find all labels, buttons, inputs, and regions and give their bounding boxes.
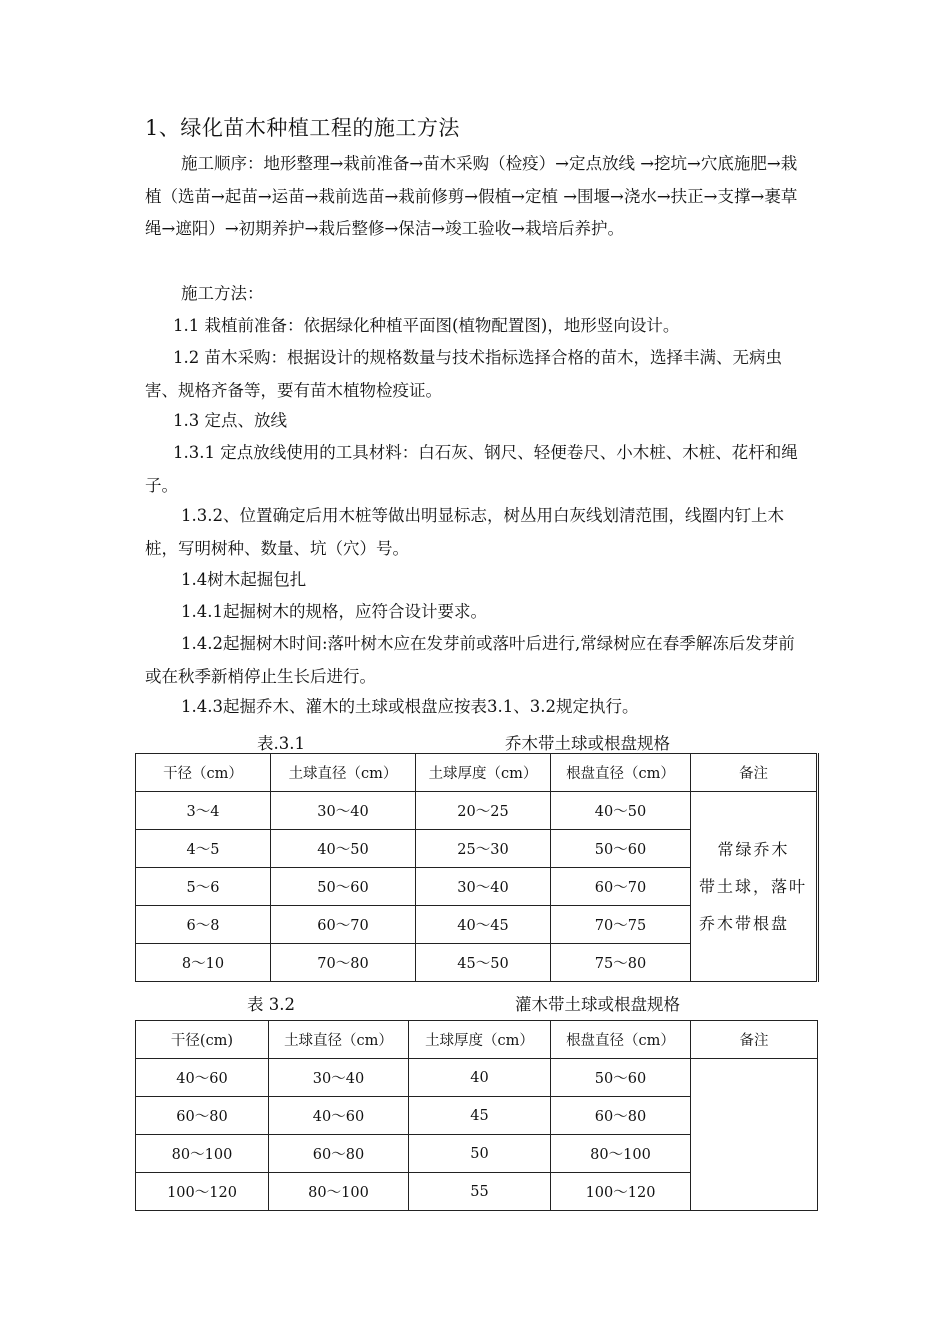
table-cell: 55 xyxy=(409,1173,551,1211)
table-header-row xyxy=(136,1021,818,1059)
table-header-row xyxy=(136,754,818,792)
paragraph-1-3-2: 1.3.2、位置确定后用木桩等做出明显标志，树丛用白灰线划清范围，线圈内钉上木桩，写明树种、数量、坑（穴）号。 xyxy=(145,506,784,558)
header-cell: 备注 xyxy=(691,754,818,792)
header-cell: 根盘直径（cm） xyxy=(551,754,691,792)
table-cell: 50～60 xyxy=(271,868,416,906)
table-cell: 80～100 xyxy=(551,1135,691,1173)
table-cell: 100～120 xyxy=(551,1173,691,1211)
table-cell: 80～100 xyxy=(136,1135,269,1173)
table-cell: 75～80 xyxy=(551,944,691,982)
construction-sequence-paragraph: 施工顺序：地形整理→栽前准备→苗木采购（检疫）→定点放线 →挖坑→穴底施肥→栽植（选苗→起苗→运苗→栽前选苗→栽前修剪→假植→定植 →围堰→浇水→扶正→支撑→裹草绳→遮阳）→初期养护→栽后整修→保洁→竣工验收→栽培后养护。 xyxy=(145,154,798,238)
table-cell: 60～80 xyxy=(269,1135,409,1173)
paragraph-1-2: 1.2 苗木采购：根据设计的规格数量与技术指标选择合格的苗木，选择丰满、无病虫害、规格齐备等，要有苗木植物检疫证。 xyxy=(145,348,782,400)
table1-caption: 乔木带土球或根盘规格 xyxy=(505,734,670,753)
table-cell: 60～70 xyxy=(551,868,691,906)
table-cell: 40 xyxy=(409,1059,551,1097)
table2-caption: 灌木带土球或根盘规格 xyxy=(515,995,680,1014)
shrub-root-ball-table xyxy=(135,1020,818,1211)
table-cell: 20～25 xyxy=(416,792,551,830)
table-row xyxy=(136,792,818,830)
table-cell: 40～50 xyxy=(271,830,416,868)
table-row xyxy=(136,1059,818,1097)
table-cell: 50～60 xyxy=(551,1059,691,1097)
table-cell: 5～6 xyxy=(136,868,271,906)
remarks-line-2: 带土球，落叶 xyxy=(699,877,808,896)
paragraph-1-3: 1.3 定点、放线 xyxy=(173,411,287,430)
table-cell: 50～60 xyxy=(551,830,691,868)
table-cell: 60～70 xyxy=(271,906,416,944)
header-cell: 土球厚度（cm） xyxy=(416,754,551,792)
table2-label: 表 3.2 xyxy=(247,995,295,1014)
table-cell: 50 xyxy=(409,1135,551,1173)
header-cell: 干径(cm) xyxy=(136,1021,269,1059)
remarks-line-3: 乔木带根盘 xyxy=(699,914,790,933)
tree-root-ball-table xyxy=(135,753,819,982)
table-cell: 70～80 xyxy=(271,944,416,982)
table-cell: 45～50 xyxy=(416,944,551,982)
table1-label: 表.3.1 xyxy=(257,734,305,753)
construction-method-heading: 施工方法： xyxy=(181,284,264,303)
paragraph-1-1: 1.1 栽植前准备：依据绿化种植平面图(植物配置图)，地形竖向设计。 xyxy=(173,316,680,335)
remarks-cell xyxy=(691,792,818,982)
table-cell: 30～40 xyxy=(271,792,416,830)
table-cell: 25～30 xyxy=(416,830,551,868)
header-cell: 土球直径（cm） xyxy=(271,754,416,792)
table-cell: 40～45 xyxy=(416,906,551,944)
section-title: 1、绿化苗木种植工程的施工方法 xyxy=(145,116,460,140)
paragraph-1-4-2: 1.4.2起掘树木时间:落叶树木应在发芽前或落叶后进行,常绿树应在春季解冻后发芽前或在秋季新梢停止生长后进行。 xyxy=(145,634,795,686)
table-cell: 30～40 xyxy=(269,1059,409,1097)
table-cell: 60～80 xyxy=(551,1097,691,1135)
table-cell: 70～75 xyxy=(551,906,691,944)
table-cell: 60～80 xyxy=(136,1097,269,1135)
table-cell: 30～40 xyxy=(416,868,551,906)
table-cell: 40～50 xyxy=(551,792,691,830)
table-cell: 8～10 xyxy=(136,944,271,982)
remarks-cell xyxy=(691,1059,818,1211)
table-cell: 40～60 xyxy=(269,1097,409,1135)
paragraph-1-4-3: 1.4.3起掘乔木、灌木的土球或根盘应按表3.1、3.2规定执行。 xyxy=(181,697,639,716)
table-cell: 45 xyxy=(409,1097,551,1135)
table-cell: 40～60 xyxy=(136,1059,269,1097)
header-cell: 土球厚度（cm） xyxy=(409,1021,551,1059)
paragraph-1-4: 1.4树木起掘包扎 xyxy=(181,570,307,589)
header-cell: 干径（cm） xyxy=(136,754,271,792)
table-cell: 80～100 xyxy=(269,1173,409,1211)
header-cell: 根盘直径（cm） xyxy=(551,1021,691,1059)
paragraph-1-3-1: 1.3.1 定点放线使用的工具材料：白石灰、钢尺、轻便卷尺、小木桩、木桩、花杆和绳子。 xyxy=(145,443,798,495)
header-cell: 备注 xyxy=(691,1021,818,1059)
table-cell: 6～8 xyxy=(136,906,271,944)
table-cell: 3～4 xyxy=(136,792,271,830)
header-cell: 土球直径（cm） xyxy=(269,1021,409,1059)
table-cell: 100～120 xyxy=(136,1173,269,1211)
table-cell: 4～5 xyxy=(136,830,271,868)
remarks-line-1: 常绿乔木 xyxy=(717,840,790,859)
paragraph-1-4-1: 1.4.1起掘树木的规格，应符合设计要求。 xyxy=(181,602,487,621)
